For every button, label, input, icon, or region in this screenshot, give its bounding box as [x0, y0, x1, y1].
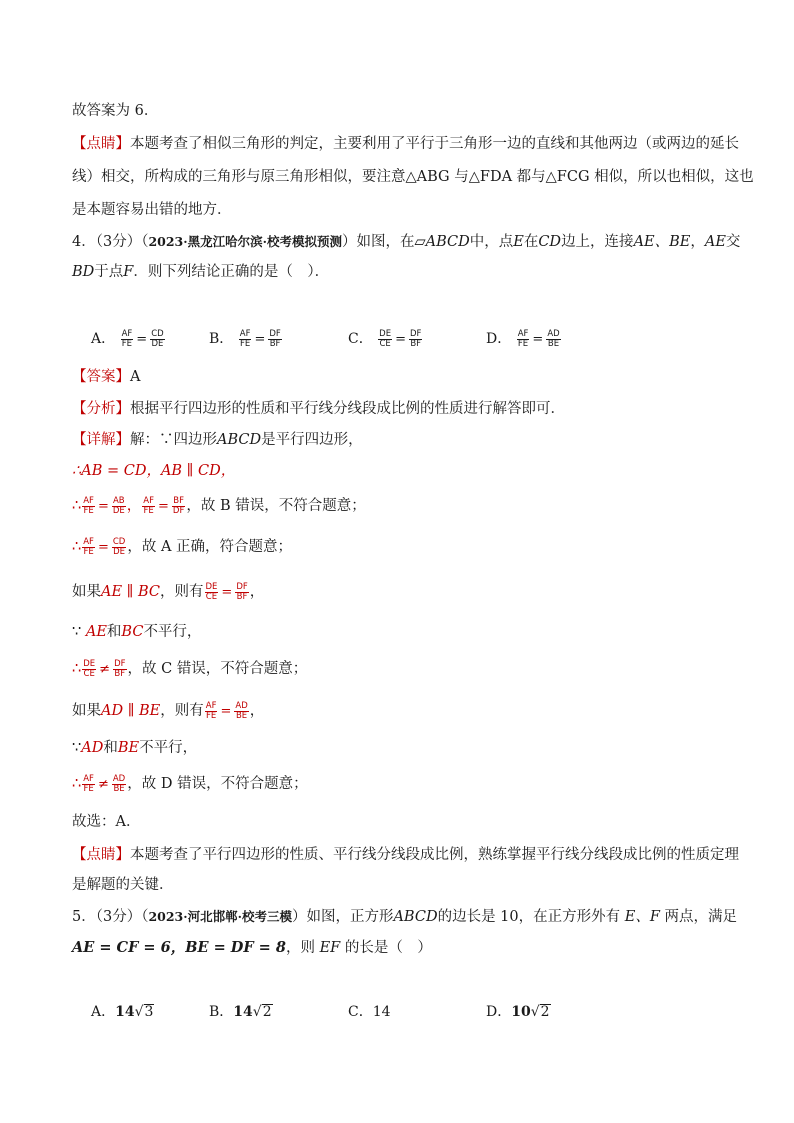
- dianjing-text: 是解题的关键．: [72, 877, 174, 893]
- q4-option-b[interactable]: B． $\frac{AF}{FE}$ = $\frac{DF}{BF}$: [209, 328, 281, 349]
- fraction: [142, 497, 155, 516]
- fraction: [205, 583, 219, 602]
- detail-text: ，故 C 错误，不符合题意；: [127, 661, 308, 677]
- q5-text: ，则: [285, 940, 320, 956]
- fraction-numerator: AF: [83, 773, 94, 784]
- fraction-denominator: FE: [239, 338, 251, 349]
- fraction-denominator: CE: [379, 338, 391, 349]
- fraction: [546, 330, 560, 349]
- fraction-denominator: DF: [172, 505, 185, 516]
- fraction: [205, 702, 218, 721]
- fraction-numerator: DE: [379, 328, 392, 339]
- q4-text: 于点: [94, 264, 124, 280]
- q4-detail-line-8: 如果AD ∥ BE，则有 $\frac{AF}{FE}$ = $\frac{AD}{BE}$ ，: [72, 700, 265, 721]
- dianjing-tag: 【点睛】: [72, 136, 130, 152]
- fraction: [239, 330, 252, 349]
- detail-text: 不平行，: [143, 624, 202, 640]
- fraction-denominator: BE: [113, 783, 125, 794]
- fraction-denominator: DE: [113, 546, 126, 557]
- option-coefficient: 14: [233, 1004, 253, 1020]
- q5-option-c[interactable]: [348, 1002, 391, 1022]
- fraction-denominator: DE: [151, 338, 164, 349]
- fraction: [112, 775, 126, 794]
- fraction-numerator: AD: [547, 328, 560, 339]
- detail-math: AD ∥ BE: [101, 703, 161, 719]
- detail-text: 如果: [72, 584, 101, 600]
- q4-math: CD: [538, 234, 562, 250]
- q5-math: E、F: [624, 909, 660, 925]
- q4-answer-line: [72, 367, 140, 387]
- q4-dianjing-line-2: [72, 875, 174, 895]
- q4-dianjing-line-1: [72, 845, 739, 865]
- fraction-denominator: CE: [205, 591, 218, 602]
- q4-math: ABCD: [425, 234, 470, 250]
- fraction-numerator: AB: [112, 495, 125, 506]
- fraction: [235, 583, 248, 602]
- fraction-denominator: BF: [236, 591, 248, 602]
- fraction-numerator: AF: [83, 495, 94, 506]
- q4-option-a[interactable]: A． $\frac{AF}{FE}$ = $\frac{CD}{DE}$: [91, 328, 164, 349]
- fraction-denominator: FE: [143, 505, 154, 516]
- dianjing-text: 本题考查了平行四边形的性质、平行线分线段成比例，熟练掌握平行线分线段成比例的性质定理: [130, 847, 739, 863]
- option-label: A．: [91, 1004, 116, 1020]
- q5-number: 5．（3分）（: [72, 909, 149, 925]
- fraction-denominator: DE: [112, 505, 125, 516]
- detail-text: ，故 D 错误，不符合题意；: [127, 776, 308, 792]
- q4-detail-line-9: [72, 738, 197, 758]
- option-label: B．: [209, 331, 234, 347]
- q4-stem-line-2: [72, 262, 329, 282]
- fraction: [121, 330, 134, 349]
- fraction-numerator: CD: [112, 536, 126, 547]
- q4-detail-line-2: [72, 461, 235, 481]
- q4-stem-line-1: [72, 232, 740, 252]
- option-label: A．: [91, 331, 116, 347]
- detail-text: ，则有: [160, 703, 204, 719]
- option-radicand: 2: [540, 1004, 550, 1020]
- fraction-numerator: AD: [112, 773, 126, 784]
- detail-text: ，故 B 错误，不符合题意；: [186, 498, 366, 514]
- fraction-numerator: AF: [517, 328, 529, 339]
- q4-text: ，: [690, 234, 705, 250]
- q4-text: 交: [725, 234, 741, 250]
- fraction: [268, 330, 281, 349]
- fraction-numerator: DF: [236, 581, 248, 592]
- q5-option-a[interactable]: A．14√3: [91, 1004, 154, 1020]
- option-coefficient: 10: [511, 1004, 531, 1020]
- detail-text: 解：∵四边形: [130, 432, 217, 448]
- fraction-denominator: FE: [517, 338, 529, 349]
- fraction-numerator: AD: [235, 700, 248, 711]
- fraction-denominator: FE: [83, 546, 94, 557]
- q4-detail-line-10: ∴ $\frac{AF}{FE}$ ≠ $\frac{AD}{BE}$ ，故 D 错误，不符合题意；: [72, 773, 308, 794]
- fraction-numerator: DF: [269, 328, 281, 339]
- detail-text: 不平行，: [139, 740, 198, 756]
- q4-text: ）如图，在▱: [341, 234, 426, 250]
- fraction-numerator: DF: [114, 658, 126, 669]
- previous-dianjing-line-1: [72, 134, 739, 154]
- option-radicand: 2: [262, 1004, 272, 1020]
- fraction-numerator: DE: [205, 581, 218, 592]
- q4-text: 在: [523, 234, 539, 250]
- option-label: C．: [348, 1004, 373, 1020]
- detail-text: 是平行四边形，: [261, 432, 363, 448]
- q5-text: 的边长是 10，在正方形外有: [437, 909, 625, 925]
- q4-math: BD: [72, 264, 95, 280]
- fraction-numerator: CD: [151, 328, 164, 339]
- analysis-tag: 【分析】: [72, 401, 130, 417]
- fraction: [82, 497, 95, 516]
- q4-text: 边上，连接: [561, 234, 634, 250]
- previous-dianjing-line-3: [72, 200, 232, 220]
- answer-tag: 【答案】: [72, 369, 130, 385]
- fraction-denominator: BF: [269, 338, 281, 349]
- detail-math: BE: [117, 740, 140, 756]
- therefore-symbol: ∴: [72, 498, 82, 514]
- fraction-denominator: CE: [83, 668, 95, 679]
- dianjing-text: 本题考查了相似三角形的判定，主要利用了平行于三角形一边的直线和其他两边（或两边的延长: [130, 136, 739, 152]
- q5-text: 的长是（ ）: [340, 940, 432, 956]
- fraction-numerator: DE: [83, 658, 96, 669]
- fraction-numerator: AF: [239, 328, 251, 339]
- previous-answer-line: [72, 101, 158, 121]
- detail-text: ，故 A 正确，符合题意；: [127, 539, 293, 555]
- detail-tag: 【详解】: [72, 432, 130, 448]
- fraction: [82, 660, 96, 679]
- q4-text: 中，点: [469, 234, 514, 250]
- q4-math: E: [513, 234, 524, 250]
- because-symbol: ∵: [72, 624, 86, 640]
- fraction-numerator: BF: [173, 495, 184, 506]
- detail-math: ∴AB = CD，AB ∥ CD，: [72, 463, 236, 479]
- q5-math: EF: [319, 940, 341, 956]
- q4-choose-line: [72, 812, 140, 832]
- option-label: D．: [486, 1004, 512, 1020]
- because-symbol: ∵: [72, 740, 82, 756]
- fraction-denominator: FE: [83, 783, 94, 794]
- comma: ，: [126, 498, 142, 514]
- q4-detail-line-3: ∴ $\frac{AF}{FE}$ = $\frac{AB}{DE}$ ， $\frac{AF}{FE}$ = $\frac{BF}{DF}$ ，故 B 错误，不符合题意；: [72, 495, 366, 516]
- detail-text: ，: [249, 584, 265, 600]
- q4-detail-line-6: [72, 622, 201, 642]
- fraction-numerator: AF: [83, 536, 94, 547]
- q4-detail-line-1: [72, 430, 363, 450]
- detail-text: ，: [249, 703, 265, 719]
- option-coefficient: 14: [372, 1004, 391, 1020]
- q4-option-c[interactable]: C． $\frac{DE}{CE}$ = $\frac{DF}{BF}$: [348, 328, 422, 349]
- previous-answer-text: 故答案为 6．: [72, 103, 159, 119]
- fraction: [172, 497, 185, 516]
- q5-text: ）如图，正方形: [291, 909, 394, 925]
- fraction-denominator: FE: [83, 505, 94, 516]
- q4-analysis-line: [72, 399, 565, 419]
- q4-option-d[interactable]: D． $\frac{AF}{FE}$ = $\frac{AD}{BE}$: [486, 328, 560, 349]
- detail-text: 如果: [72, 703, 101, 719]
- q4-detail-line-5: 如果AE ∥ BC，则有 $\frac{DE}{CE}$ = $\frac{DF}{BF}$ ，: [72, 581, 265, 602]
- fraction-numerator: AF: [121, 328, 133, 339]
- option-radicand: 3: [144, 1004, 154, 1020]
- analysis-text: 根据平行四边形的性质和平行线分线段成比例的性质进行解答即可．: [130, 401, 565, 417]
- q4-math: AE: [704, 234, 726, 250]
- option-label: C．: [348, 331, 373, 347]
- detail-math: BC: [121, 624, 144, 640]
- therefore-symbol: ∴: [72, 776, 82, 792]
- fraction: [517, 330, 530, 349]
- fraction-numerator: AF: [205, 700, 217, 711]
- fraction: [112, 497, 126, 516]
- q4-detail-line-4: ∴ $\frac{AF}{FE}$ = $\frac{CD}{DE}$ ，故 A 正确，符合题意；: [72, 536, 293, 557]
- therefore-symbol: ∴: [72, 539, 82, 555]
- q5-source: 2023·河北邯郸·校考三模: [148, 909, 292, 924]
- q5-option-b[interactable]: B．14√2: [209, 1004, 272, 1020]
- q5-option-d[interactable]: D．10√2: [486, 1004, 550, 1020]
- fraction: [378, 330, 392, 349]
- detail-text: 和: [106, 624, 122, 640]
- dianjing-text: 是本题容易出错的地方．: [72, 202, 232, 218]
- q4-math: F: [123, 264, 134, 280]
- fraction: [234, 702, 248, 721]
- dianjing-tag: 【点睛】: [72, 847, 130, 863]
- q5-math: ABCD: [393, 909, 438, 925]
- fraction: [113, 660, 126, 679]
- q5-text: 两点，满足: [659, 909, 738, 925]
- q4-text: ．则下列结论正确的是（ ）．: [133, 264, 330, 280]
- fraction-denominator: FE: [205, 710, 217, 721]
- q4-number: 4．（3分）（: [72, 234, 149, 250]
- answer-value: A: [130, 369, 141, 385]
- q5-stem-line-1: [72, 907, 737, 927]
- therefore-symbol: ∴: [72, 661, 82, 677]
- option-coefficient: 14: [115, 1004, 135, 1020]
- q4-source: 2023·黑龙江哈尔滨·校考模拟预测: [148, 234, 342, 249]
- fraction-denominator: BF: [114, 668, 126, 679]
- detail-text: 和: [103, 740, 118, 756]
- fraction-denominator: BE: [547, 338, 560, 349]
- fraction-denominator: FE: [121, 338, 133, 349]
- detail-math: AE ∥ BC: [101, 584, 160, 600]
- fraction: [112, 538, 126, 557]
- detail-math: ABCD: [217, 432, 262, 448]
- detail-math: AD: [81, 740, 104, 756]
- detail-text: ，则有: [160, 584, 204, 600]
- fraction: [82, 775, 95, 794]
- fraction-numerator: DF: [410, 328, 422, 339]
- option-label: B．: [209, 1004, 234, 1020]
- detail-math: AE: [85, 624, 107, 640]
- q5-stem-line-2: [72, 938, 432, 958]
- fraction-denominator: BE: [235, 710, 248, 721]
- q4-detail-line-7: ∴ $\frac{DE}{CE}$ ≠ $\frac{DF}{BF}$ ，故 C 错误，不符合题意；: [72, 658, 308, 679]
- previous-dianjing-line-2: [72, 167, 754, 187]
- fraction: [82, 538, 95, 557]
- fraction-denominator: BF: [410, 338, 422, 349]
- option-label: D．: [486, 331, 512, 347]
- dianjing-text: 线）相交，所构成的三角形与原三角形相似，要注意△ABG 与△FDA 都与△FCG 相似，所以也相似，这也: [72, 169, 754, 185]
- q4-math: AE、BE: [633, 234, 691, 250]
- fraction-numerator: AF: [143, 495, 154, 506]
- fraction: [150, 330, 164, 349]
- choose-text: 故选：A．: [72, 814, 141, 830]
- fraction: [409, 330, 422, 349]
- q5-math: AE = CF = 6，BE = DF = 8: [72, 939, 286, 956]
